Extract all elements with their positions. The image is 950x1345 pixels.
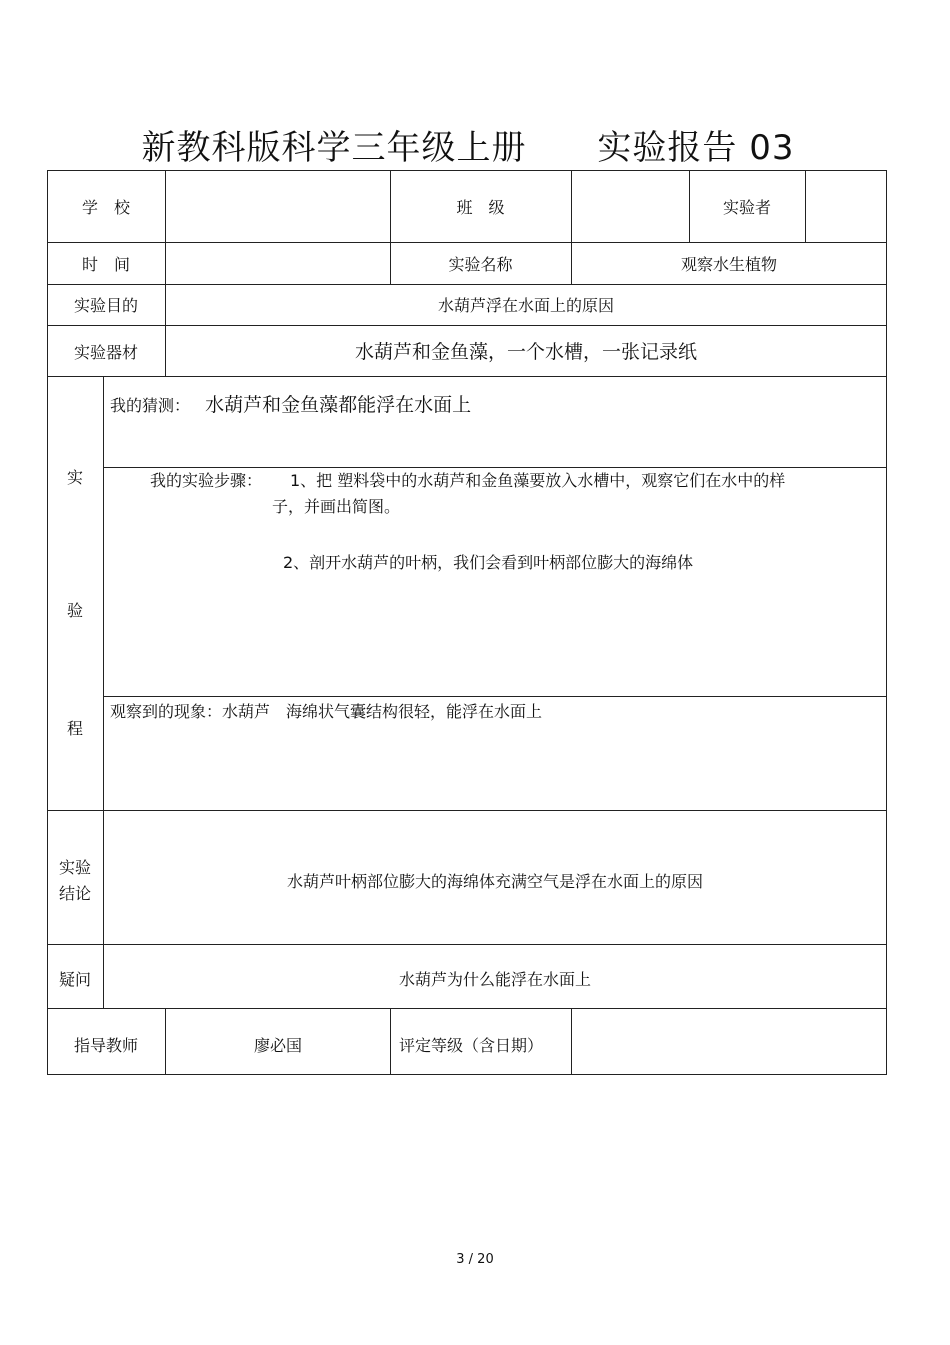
- page-title: [0, 120, 936, 169]
- conclusion-label-line: 实验: [58, 858, 91, 877]
- class-label: 班 级: [456, 198, 505, 217]
- table-border-bottom: [47, 1074, 887, 1075]
- table-rule: [47, 1008, 887, 1009]
- table-rule: [47, 944, 887, 945]
- title-sub: 实验报告 03: [597, 128, 795, 168]
- table-rule: [47, 242, 887, 243]
- guess-label: 我的猜测：: [110, 396, 191, 415]
- table-rule: [103, 376, 104, 1008]
- step-1-line-2: 子，并画出简图。: [272, 497, 401, 516]
- question-label: 疑问: [58, 970, 91, 989]
- question-value: 水葫芦为什么能浮在水面上: [398, 970, 591, 989]
- observation: 观察到的现象：水葫芦 海绵状气囊结构很轻，能浮在水面上: [110, 702, 543, 721]
- table-rule: [47, 810, 887, 811]
- table-rule: [47, 325, 887, 326]
- guess: [110, 390, 471, 417]
- table-border-right: [886, 170, 887, 1075]
- school-label: 学 校: [81, 198, 130, 217]
- table-rule: [390, 1008, 391, 1075]
- table-rule: [47, 284, 887, 285]
- step-2: 2、剖开水葫芦的叶柄，我们会看到叶柄部位膨大的海绵体: [283, 553, 694, 572]
- table-rule: [571, 1008, 572, 1075]
- process-side-char: 程: [66, 719, 83, 738]
- teacher-value: 廖必国: [253, 1036, 302, 1055]
- purpose-label: 实验目的: [73, 296, 138, 315]
- step-1-line-1: 1、把 塑料袋中的水葫芦和金鱼藻要放入水槽中，观察它们在水中的样: [290, 471, 786, 490]
- title-main: 新教科版科学三年级上册: [141, 128, 527, 168]
- experiment-name-value: 观察水生植物: [680, 255, 777, 274]
- conclusion-label-line: 结论: [58, 884, 91, 903]
- time-label: 时 间: [81, 255, 130, 274]
- materials-label: 实验器材: [73, 343, 138, 362]
- page-number: 3 / 20: [456, 1252, 494, 1267]
- process-side-char: 实: [66, 468, 83, 487]
- experimenter-label: 实验者: [722, 198, 771, 217]
- table-border-top: [47, 170, 887, 171]
- purpose-value: 水葫芦浮在水面上的原因: [437, 296, 614, 315]
- table-rule: [805, 170, 806, 243]
- process-side-char: 验: [66, 601, 83, 620]
- experiment-name-label: 实验名称: [448, 255, 513, 274]
- guess-value: 水葫芦和金鱼藻都能浮在水面上: [205, 394, 472, 416]
- conclusion-value: 水葫芦叶柄部位膨大的海绵体充满空气是浮在水面上的原因: [286, 872, 703, 891]
- grade-label: 评定等级（含日期）: [399, 1036, 544, 1055]
- conclusion-label: [47, 855, 103, 907]
- table-rule: [103, 696, 887, 697]
- materials-value: 水葫芦和金鱼藻，一个水槽，一张记录纸: [354, 341, 697, 363]
- teacher-label: 指导教师: [73, 1036, 138, 1055]
- steps-label: 我的实验步骤：: [150, 471, 263, 490]
- table-rule: [47, 376, 887, 377]
